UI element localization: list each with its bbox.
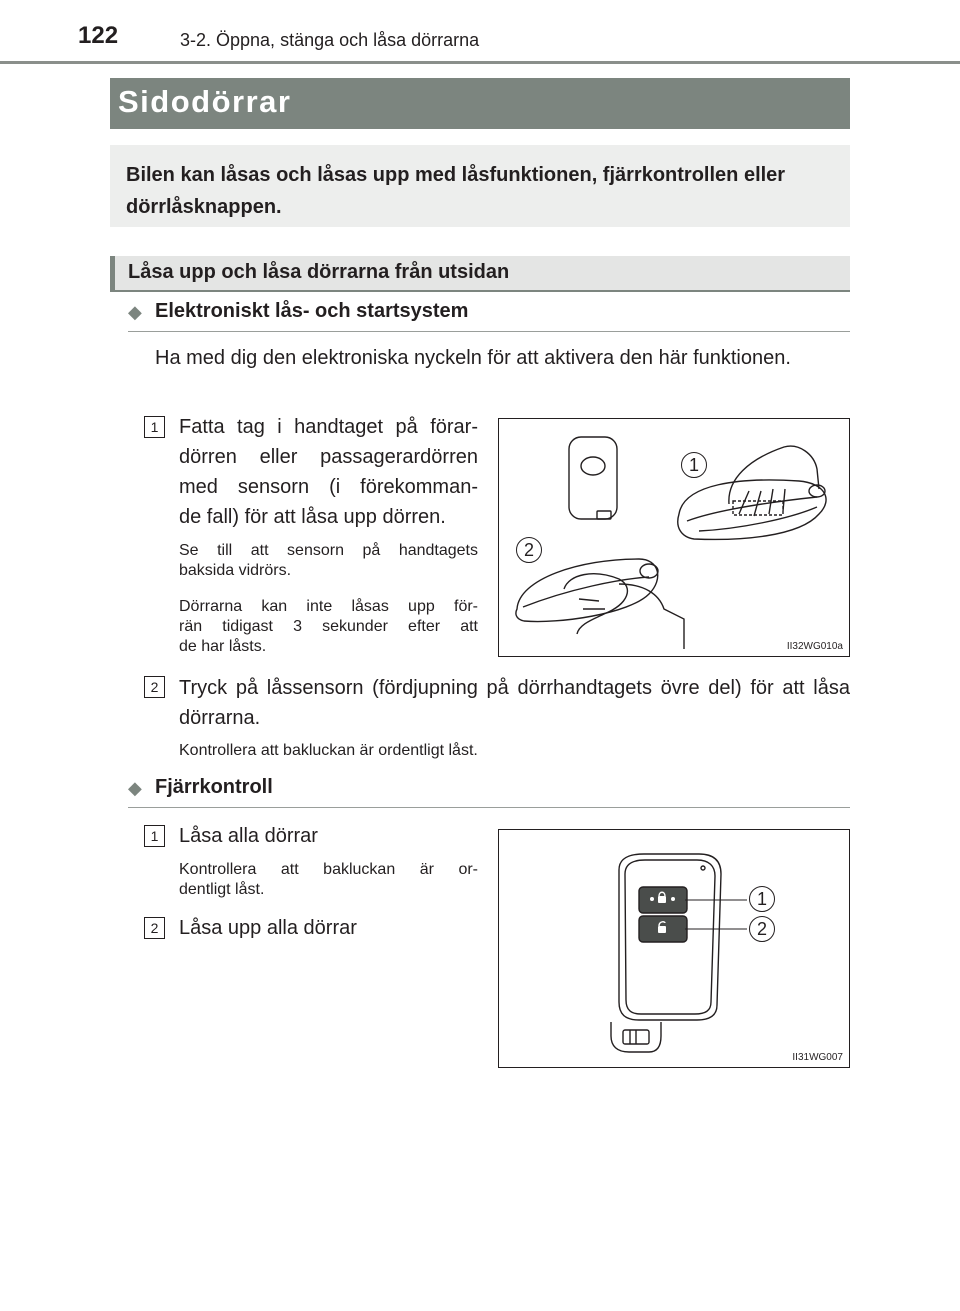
subheading-bar xyxy=(110,256,850,292)
figure-code: II32WG010a xyxy=(786,641,843,652)
callout-1: 1 xyxy=(681,452,707,478)
callout-1: 1 xyxy=(749,886,775,912)
section-path: 3-2. Öppna, stänga och låsa dörrarna xyxy=(180,30,480,50)
callout-2: 2 xyxy=(516,537,542,563)
note-line: de har låsts. xyxy=(179,638,267,655)
step-badge: 1 xyxy=(144,416,165,438)
note-line: rän tidigast 3 sekunder efter att xyxy=(179,618,478,635)
step-badge: 2 xyxy=(144,917,165,939)
note-line: Kontrollera att bakluckan är or- xyxy=(179,861,478,878)
step1-line: dörren eller passagerardörren xyxy=(179,446,478,468)
electronic-step2-note: Kontrollera att bakluckan är ordentligt låst. xyxy=(179,742,478,759)
subheading-text: Låsa upp och låsa dörrarna från utsidan xyxy=(128,261,510,283)
page-title-bar xyxy=(110,78,850,129)
figure-door-handle xyxy=(498,418,850,657)
remote-illustration xyxy=(499,830,851,1069)
electronic-step2: Tryck på låssensorn (fördjupning på dörrhandtagets övre del) för att låsa dörrarna. xyxy=(179,677,850,729)
page-title: Sidodörrar xyxy=(118,84,292,119)
note-line: Dörrarna kan inte låsas upp för- xyxy=(179,598,478,615)
step-badge: 2 xyxy=(144,676,165,698)
page-number: 122 xyxy=(78,22,119,49)
electronic-step1 xyxy=(179,412,478,532)
header-divider xyxy=(0,61,960,64)
figure-remote xyxy=(498,829,850,1068)
remote-step1: Låsa alla dörrar xyxy=(179,825,318,847)
diamond-icon: ◆ xyxy=(128,302,142,322)
heading-electronic-system xyxy=(128,298,850,332)
step-badge: 1 xyxy=(144,825,165,847)
step1-line: med sensorn (i förekomman- xyxy=(179,476,478,498)
note-line: Se till att sensorn på handtagets xyxy=(179,542,478,559)
electronic-step1-note2 xyxy=(179,597,478,657)
callout-2: 2 xyxy=(749,916,775,942)
remote-step1-note xyxy=(179,860,478,900)
intro-text: Bilen kan låsas och låsas upp med låsfunktionen, fjärrkontrollen eller dörrlåsknappen. xyxy=(126,164,786,218)
remote-step2: Låsa upp alla dörrar xyxy=(179,917,357,939)
electronic-step1-note1 xyxy=(179,541,478,581)
diamond-icon: ◆ xyxy=(128,778,142,798)
intro-box xyxy=(110,145,850,227)
step1-line: de fall) för att låsa upp dörren. xyxy=(179,506,446,528)
heading-remote xyxy=(128,774,850,808)
note-line: baksida vidrörs. xyxy=(179,562,292,579)
note-line: dentligt låst. xyxy=(179,881,265,898)
electronic-intro: Ha med dig den elektroniska nyckeln för att aktivera den här funktionen. xyxy=(155,347,791,369)
figure-code: II31WG007 xyxy=(792,1052,843,1063)
step1-line: Fatta tag i handtaget på förar- xyxy=(179,416,478,438)
heading-remote-text: Fjärrkontroll xyxy=(155,776,273,798)
door-handle-illustration xyxy=(499,419,851,658)
heading-electronic-text: Elektroniskt lås- och startsystem xyxy=(155,300,469,322)
